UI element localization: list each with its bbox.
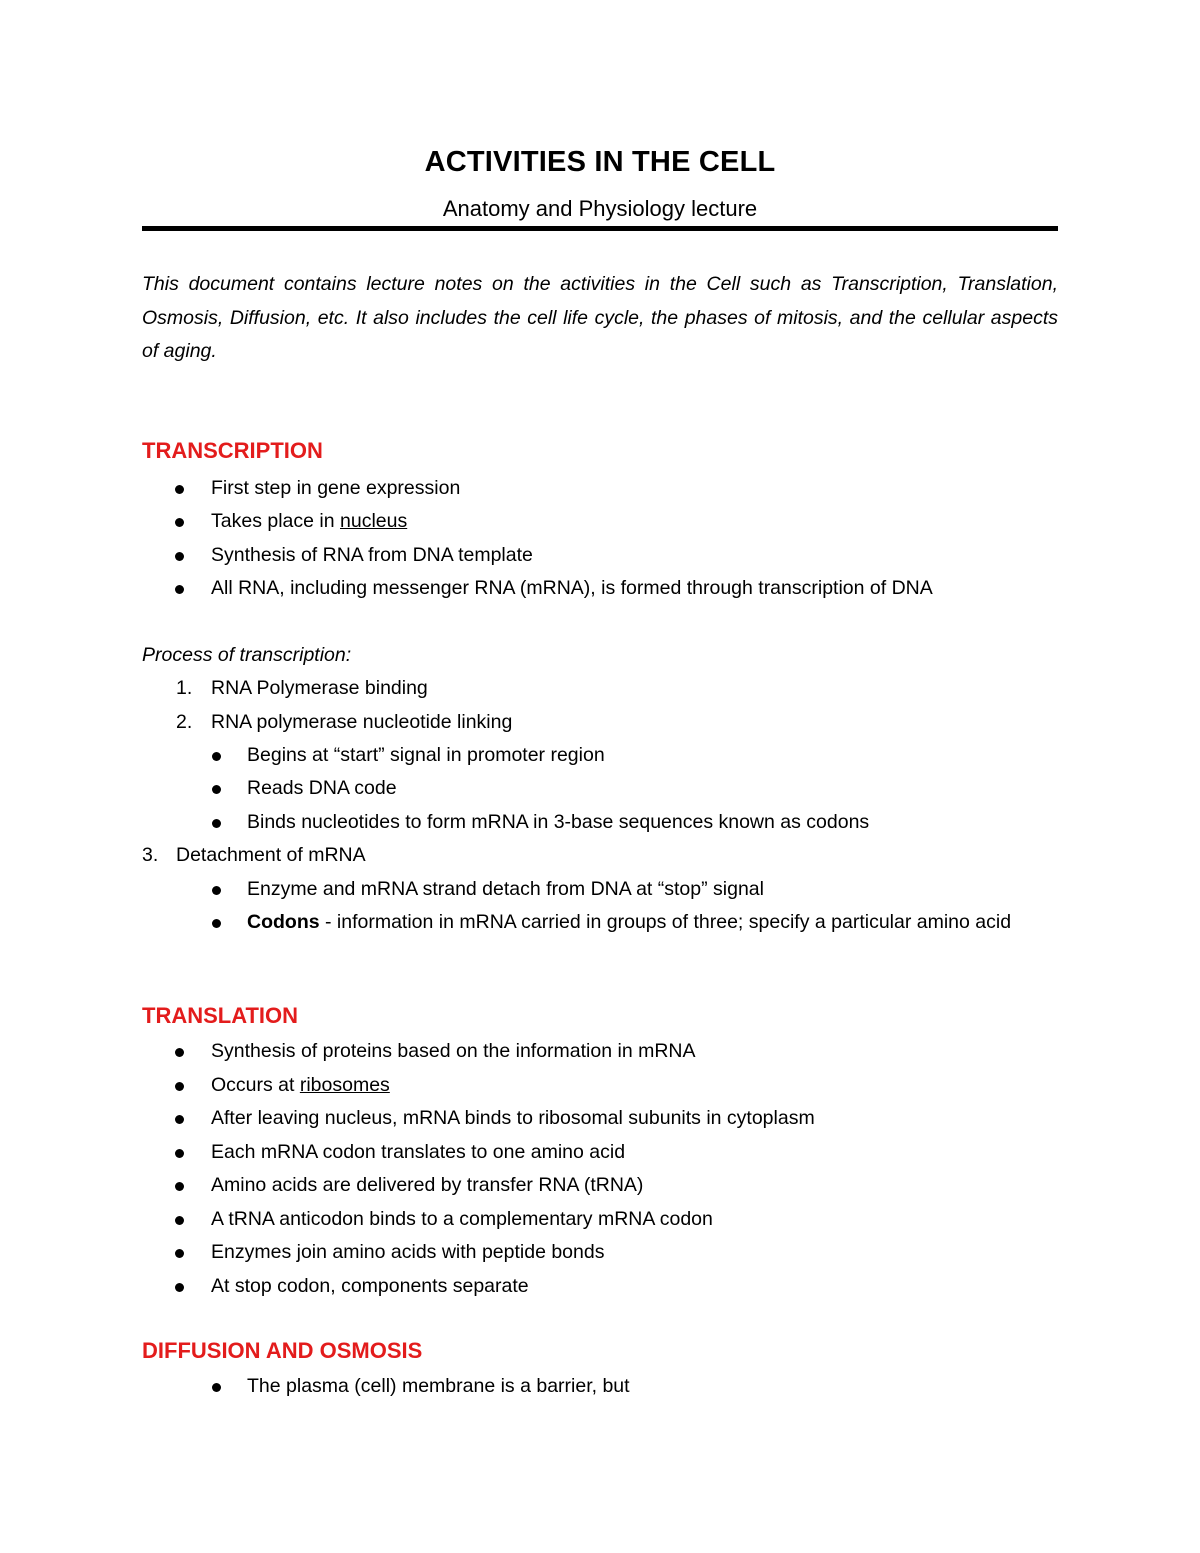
bullet-icon	[175, 552, 184, 561]
step-text: RNA Polymerase binding	[211, 677, 428, 699]
list-item: Occurs at ribosomes	[211, 1074, 390, 1096]
bullet-icon	[175, 1249, 184, 1258]
list-item: All RNA, including messenger RNA (mRNA), is formed through transcription of DNA	[211, 577, 933, 599]
step-text: RNA polymerase nucleotide linking	[211, 711, 513, 733]
list-item: Enzyme and mRNA strand detach from DNA at “stop” signal	[247, 878, 764, 900]
codons-term: Codons	[247, 911, 320, 933]
list-item: Enzymes join amino acids with peptide bonds	[211, 1241, 605, 1263]
process-label: Process of transcription:	[142, 644, 352, 666]
step-number: 3.	[142, 844, 159, 866]
bullet-icon	[175, 585, 184, 594]
list-item: Binds nucleotides to form mRNA in 3-base sequences known as codons	[247, 811, 870, 833]
title-divider	[142, 226, 1058, 231]
list-item: Takes place in nucleus	[211, 510, 408, 532]
list-item: The plasma (cell) membrane is a barrier, but	[247, 1375, 630, 1397]
bullet-icon	[212, 785, 221, 794]
list-item: Each mRNA codon translates to one amino acid	[211, 1141, 626, 1163]
step-number: 1.	[176, 677, 193, 699]
list-item: At stop codon, components separate	[211, 1275, 529, 1297]
bullet-icon	[175, 1048, 184, 1057]
bullet-icon	[175, 485, 184, 494]
list-item: After leaving nucleus, mRNA binds to ribosomal subunits in cytoplasm	[211, 1107, 815, 1129]
list-item: Synthesis of RNA from DNA template	[211, 544, 533, 566]
bullet-icon	[212, 819, 221, 828]
list-item: Reads DNA code	[247, 777, 397, 799]
list-item: First step in gene expression	[211, 477, 461, 499]
nucleus-term: nucleus	[340, 510, 408, 532]
step-text: Detachment of mRNA	[176, 844, 366, 866]
bullet-icon	[175, 1283, 184, 1292]
bullet-icon	[175, 1216, 184, 1225]
heading-transcription: TRANSCRIPTION	[142, 438, 323, 463]
bullet-icon	[175, 1182, 184, 1191]
heading-diffusion-osmosis: DIFFUSION AND OSMOSIS	[142, 1338, 423, 1363]
heading-translation: TRANSLATION	[142, 1003, 299, 1028]
bullet-icon	[212, 886, 221, 895]
page-subtitle: Anatomy and Physiology lecture	[442, 196, 758, 221]
bullet-icon	[212, 1383, 221, 1392]
page-title: ACTIVITIES IN THE CELL	[424, 146, 776, 178]
bullet-icon	[175, 1149, 184, 1158]
list-item: Codons - information in mRNA carried in groups of three; specify a particular amino acid	[247, 911, 1012, 933]
bullet-icon	[212, 919, 221, 928]
ribosomes-term: ribosomes	[299, 1074, 390, 1096]
intro-paragraph: This document contains lecture notes on the activities in the Cell such as Transcription, Translation, Osmosis, Diffusion, etc. It also includes the cell life cycle, the phases of mitosis, and the cellular aspects of aging.	[142, 273, 1058, 362]
bullet-icon	[175, 518, 184, 527]
list-item: Synthesis of proteins based on the information in mRNA	[211, 1040, 696, 1062]
step-number: 2.	[176, 711, 193, 733]
list-item: Begins at “start” signal in promoter region	[247, 744, 605, 766]
list-item: Amino acids are delivered by transfer RNA (tRNA)	[211, 1174, 644, 1196]
bullet-icon	[212, 752, 221, 761]
bullet-icon	[175, 1082, 184, 1091]
bullet-icon	[175, 1115, 184, 1124]
list-item: A tRNA anticodon binds to a complementary mRNA codon	[211, 1208, 713, 1230]
